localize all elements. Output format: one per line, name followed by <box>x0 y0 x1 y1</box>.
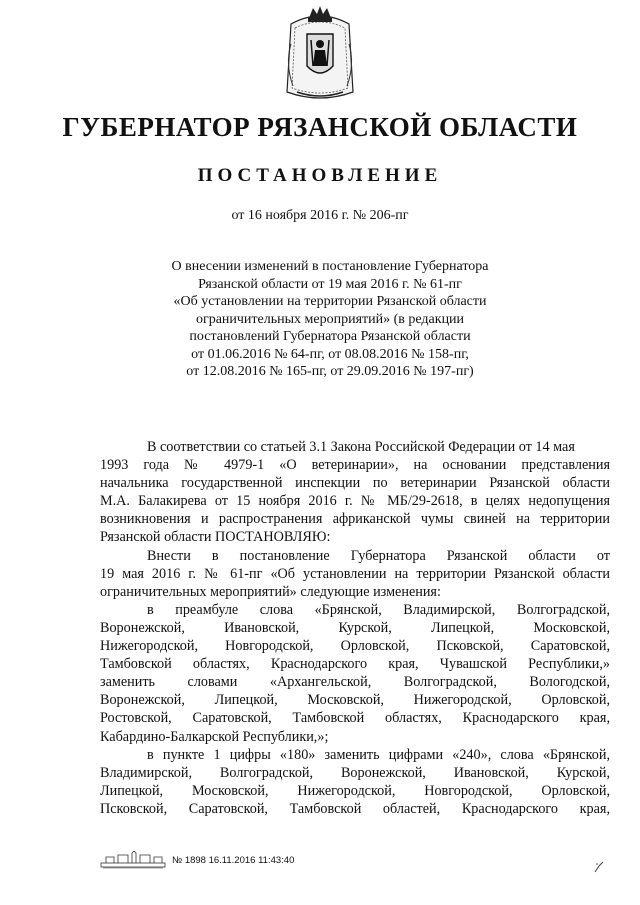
body-line: в пункте 1 цифры «180» заменить цифрами «240», слова «Брянской, <box>147 746 610 763</box>
body-line: 1993 года № 4979-1 «О ветеринарии», на основании представления <box>100 457 610 474</box>
subject-line: «Об установлении на территории Рязанской области <box>173 294 487 309</box>
subject-line: постановлений Губернатора Рязанской области <box>189 329 471 344</box>
document-subject <box>150 258 510 381</box>
body-line: Липецкой, Московской, Нижегородской, Новгородской, Орловской, <box>100 782 610 799</box>
body-line: М.А. Балакирева от 15 ноября 2016 г. № МБ/29-2618, в целях недопущения <box>100 493 610 510</box>
subject-line: от 12.08.2016 № 165-пг, от 29.09.2016 № 197-пг) <box>186 364 474 379</box>
body-line: Воронежской, Липецкой, Московской, Нижегородской, Орловской, <box>100 692 610 709</box>
body-line: В соответствии со статьей 3.1 Закона Российской Федерации от 14 мая <box>147 439 575 455</box>
body-line: Тамбовской областях, Краснодарского края, Чувашской Республики,» <box>100 656 610 673</box>
body-line: Владимирской, Волгоградской, Воронежской, Ивановской, Курской, <box>100 764 610 781</box>
page-mark-icon <box>593 860 605 874</box>
body-line: начальника государственной инспекции по ветеринарии Рязанской области <box>100 475 610 492</box>
coat-of-arms-icon <box>283 4 357 104</box>
building-stamp-icon <box>100 851 166 869</box>
document-type: ПОСТАНОВЛЕНИЕ <box>197 165 443 186</box>
body-line: Кабардино-Балкарской Республики,»; <box>100 728 329 745</box>
body-line: Нижегородской, Новгородской, Орловской, Псковской, Саратовской, <box>100 638 610 655</box>
body-line: заменить словами «Архангельской, Волгоградской, Вологодской, <box>100 674 610 691</box>
body-line: Псковской, Саратовской, Тамбовской областей, Краснодарского края, <box>100 800 610 817</box>
document-body <box>100 438 610 818</box>
subject-line: от 01.06.2016 № 64-пг, от 08.08.2016 № 158-пг, <box>191 346 469 362</box>
body-line: 19 мая 2016 г. № 61-пг «Об установлении на территории Рязанской области <box>100 565 610 582</box>
body-line: Внести в постановление Губернатора Рязанской области от <box>147 547 610 564</box>
body-line: ограничительных мероприятий» следующие изменения: <box>100 583 441 600</box>
body-line: Ростовской, Саратовской, Тамбовской областях, Краснодарского края, <box>100 710 610 727</box>
document-date-number: от 16 ноября 2016 г. № 206-пг <box>231 208 409 223</box>
body-line: Рязанской области ПОСТАНОВЛЯЮ: <box>100 529 331 546</box>
registration-footer <box>100 850 294 870</box>
registration-info: № 1898 16.11.2016 11:43:40 <box>172 854 295 866</box>
issuer-title: ГУБЕРНАТОР РЯЗАНСКОЙ ОБЛАСТИ <box>62 112 578 142</box>
body-line: Воронежской, Ивановской, Курской, Липецкой, Московской, <box>100 619 610 636</box>
subject-line: ограничительных мероприятий» (в редакции <box>195 311 465 327</box>
body-line: возникновения и распространения африканской чумы свиней на территории <box>100 511 610 528</box>
body-line: в преамбуле слова «Брянской, Владимирской, Волгоградской, <box>147 601 610 618</box>
subject-line: О внесении изменений в постановление Губернатора <box>171 259 489 274</box>
subject-line: Рязанской области от 19 мая 2016 г. № 61-пг <box>198 276 462 292</box>
